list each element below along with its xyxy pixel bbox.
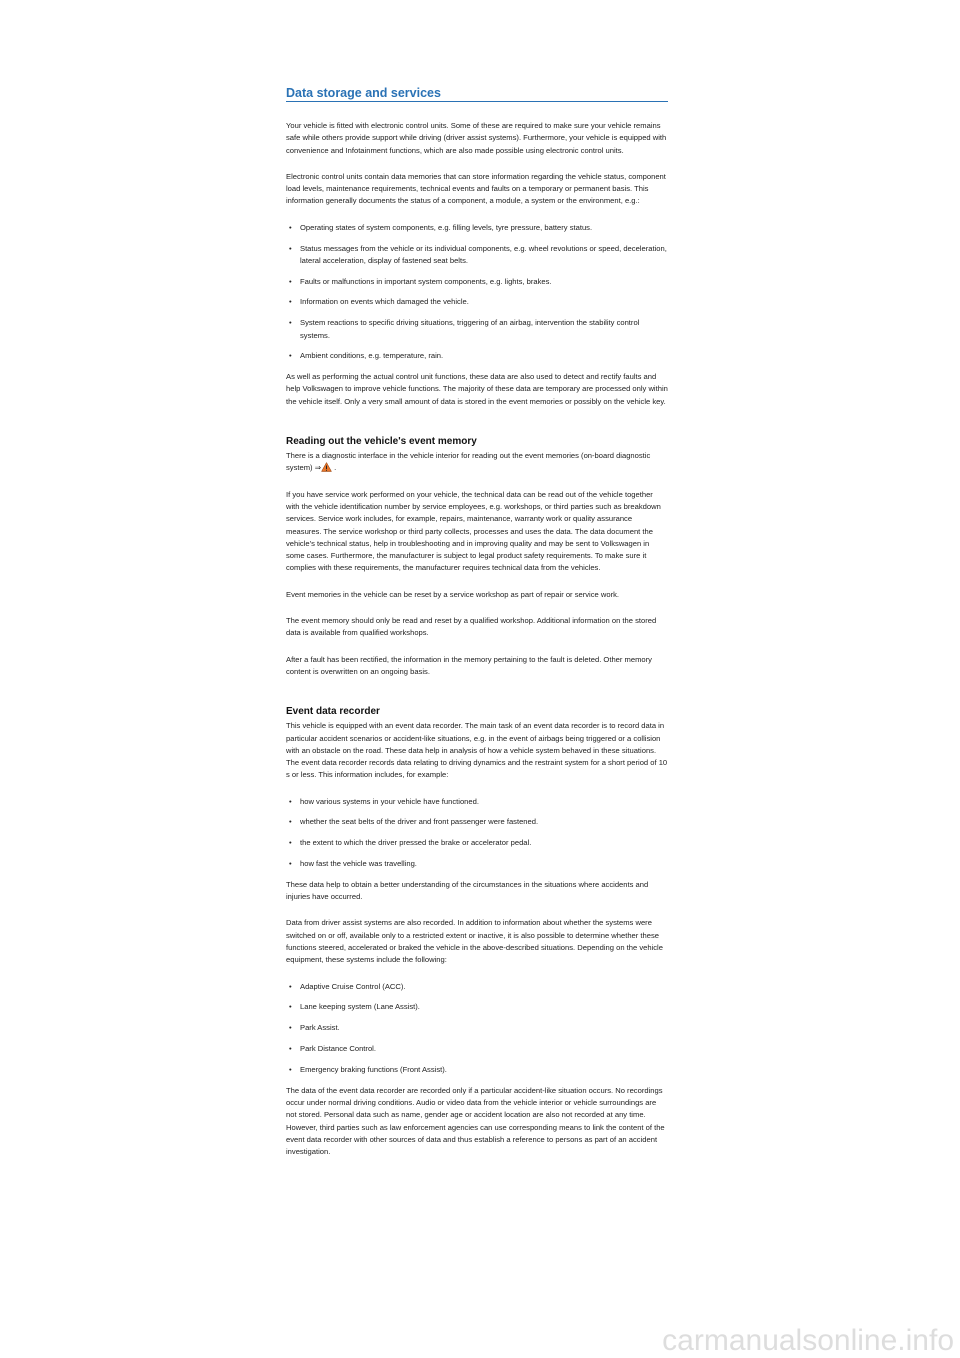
list-item: • Park Distance Control. <box>289 1044 376 1054</box>
paragraph: Data from driver assist systems are also recorded. In addition to information about whether the systems were switched on or off, available only to a restricted extent or inactive, it is also possible to determine whether these functions steered, accelerated or braked the vehicle in the above-described situations. Depending on the vehicle equipment, these systems include the following: <box>286 918 663 965</box>
list-item: • the extent to which the driver pressed the brake or accelerator pedal. <box>289 838 532 848</box>
paragraph: If you have service work performed on your vehicle, the technical data can be read out of the vehicle together with the vehicle identification number by service employees, e.g. workshops, or third parties such as breakdown services. Service work includes, for example, repairs, maintenance, warranty work or quality assurance measures. The service workshop or third party collects, processes and uses the data. The data document the vehicle's technical status, help in troubleshooting and in improving quality and may be sent to Volkswagen in some cases. Furthermore, the manufacturer is subject to legal product safety requirements. To make sure it complies with these requirements, the manufacturer requires technical data from the vehicles. <box>286 489 661 573</box>
list-item: • how fast the vehicle was travelling. <box>289 859 417 869</box>
paragraph: There is a diagnostic interface in the vehicle interior for reading out the event memories (on-board diagnostic system) ⇒ . <box>286 451 651 473</box>
paragraph: The data of the event data recorder are recorded only if a particular accident-like situation occurs. No recordings occur under normal driving conditions. Audio or video data from the vehicle interior or vehicle surroundings are not stored. Personal data such as name, gender age or accident location are also not recorded at any time. However, third parties such as law enforcement agencies can use corresponding means to link the content of the event data recorder with other sources of data and thus establish a reference to persons as part of an accident investigation. <box>286 1085 665 1157</box>
paragraph: These data help to obtain a better understanding of the circumstances in the situations where accidents and injuries have occurred. <box>286 879 649 902</box>
watermark: carmanualsonline.info <box>662 1324 954 1357</box>
list-item: • Information on events which damaged the vehicle. <box>289 297 469 307</box>
list-item: • Status messages from the vehicle or its individual components, e.g. wheel revolutions or speed, deceleration, lateral acceleration, display of fastened seat belts. <box>289 243 667 265</box>
paragraph: After a fault has been rectified, the information in the memory pertaining to the fault is deleted. Other memory content is overwritten on an ongoing basis. <box>286 654 652 676</box>
list-item: • how various systems in your vehicle have functioned. <box>289 796 479 806</box>
list-item: • Faults or malfunctions in important system components, e.g. lights, brakes. <box>289 276 552 286</box>
list-item: • Operating states of system components, e.g. filling levels, tyre pressure, battery status. <box>289 222 593 232</box>
section-heading-recorder: Event data recorder <box>286 706 380 718</box>
intro-paragraph: Electronic control units contain data memories that can store information regarding the vehicle status, component load levels, maintenance requirements, technical events and faults on a temporary or permanent basis. This information generally documents the status of a component, a module, a system or the environment, e.g.: <box>286 171 666 206</box>
paragraph: Event memories in the vehicle can be reset by a service workshop as part of repair or service work. <box>286 589 620 599</box>
section-heading-reading: Reading out the vehicle's event memory <box>286 436 477 448</box>
list-item: • Ambient conditions, e.g. temperature, rain. <box>289 351 444 361</box>
document-page <box>286 86 668 1158</box>
list-item: • System reactions to specific driving situations, triggering of an airbag, intervention the stability control systems. <box>289 318 640 340</box>
paragraph: This vehicle is equipped with an event data recorder. The main task of an event data recorder is to record data in particular accident scenarios or accident-like situations, e.g. in the event of airbags being triggered or a collision with an obstacle on the road. These data help in analysis of how a vehicle system behaved in these situations. The event data recorder records data relating to driving dynamics and the restraint system for a short period of 10 s or less. This information includes, for example: <box>286 721 668 780</box>
paragraph: As well as performing the actual control unit functions, these data are also used to detect and rectify faults and help Volkswagen to improve vehicle functions. The majority of these data are temporary are processed only within the vehicle itself. Only a very small amount of data is stored in the event memories or possibly on the vehicle key. <box>286 372 668 406</box>
warning-triangle-icon[interactable] <box>321 462 332 472</box>
assist-systems-list <box>286 981 668 1076</box>
list-item: • Park Assist. <box>289 1023 340 1033</box>
list-item: • Lane keeping system (Lane Assist). <box>289 1002 420 1012</box>
list-item: • Adaptive Cruise Control (ACC). <box>289 981 406 991</box>
list-item: • whether the seat belts of the driver and front passenger were fastened. <box>289 817 539 827</box>
recorder-list <box>286 796 668 871</box>
list-item: • Emergency braking functions (Front Assist). <box>289 1064 447 1074</box>
paragraph: The event memory should only be read and reset by a qualified workshop. Additional information on the stored data is available from qualified workshops. <box>286 616 657 638</box>
intro-paragraph: Your vehicle is fitted with electronic control units. Some of these are required to make sure your vehicle remains safe while others provide support while driving (driver assist systems). Furthermore, your vehicle is equipped with convenience and Infotainment functions, which are also made possible using electronic control units. <box>286 121 667 155</box>
status-list <box>286 222 668 363</box>
page-title: Data storage and services <box>286 86 668 102</box>
